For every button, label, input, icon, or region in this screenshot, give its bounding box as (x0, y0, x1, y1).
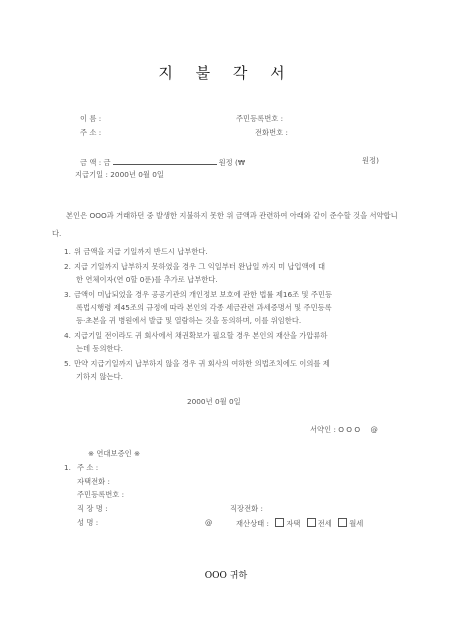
amount-label: 금 액 : 금 (80, 158, 111, 167)
clause-item: 5. 만약 지급기일까지 납부하지 않을 경우 귀 회사의 여하한 의법조치에도 이의를 제 기하지 않는다. (64, 359, 330, 381)
checkbox-own-home[interactable] (275, 518, 284, 527)
clause-item: 4. 지급기일 전이라도 귀 회사에서 채권확보가 필요할 경우 본인의 재산을 가압류하 는데 동의한다. (64, 331, 328, 353)
guarantor-resident-no-label: 주민등록번호 : (77, 490, 125, 499)
guarantor-heading: ※ 연대보증인 ※ (88, 449, 141, 458)
guarantor-number: 1. (64, 463, 71, 472)
property-status-label: 재산상태 : (236, 519, 269, 528)
guarantor-home-phone-label: 자택전화 : (77, 477, 110, 486)
clause-list (64, 247, 404, 382)
name-label: 이 름 : (80, 114, 102, 123)
intro-text: 본인은 OOO과 거래하던 중 발생한 지불하지 못한 위 금액과 관련하여 아래와 같이 준수할 것을 서약합니다. (52, 211, 398, 238)
signature-line (310, 425, 378, 435)
guarantor-seal-mark: @ (205, 518, 213, 527)
phone-label: 전화번호 : (255, 128, 288, 137)
clause-item: 3. 금액이 미납되었을 경우 공공기관의 개인정보 보호에 관한 법률 제16조 및 주민등 록법시행령 제45조의 규정에 따라 본인의 각종 세금관련 과세증명서 및 주민등록 등·초본을 귀 병원에서 발급 및 열람하는 것을 동의하며, 이를 위임한다. (64, 290, 333, 325)
guarantor-work-phone-label: 직장전화 : (230, 504, 263, 513)
recipient-footer: OOO 귀하 (204, 571, 248, 581)
amount-won-close: 원정) (362, 156, 379, 165)
intro-paragraph (52, 207, 402, 243)
document-title: 지 불 각 서 (158, 64, 294, 82)
checkbox-jeonse[interactable] (307, 518, 316, 527)
guarantor-name-label: 성 명 : (77, 518, 99, 527)
due-date: 지급기일 : 2000년 0월 0일 (75, 170, 164, 179)
signatory-label: 서약인 : O O O (310, 425, 361, 434)
guarantor-workplace-label: 직 장 명 : (77, 504, 108, 513)
seal-mark: @ (370, 425, 378, 434)
resident-no-label: 주민등록번호 : (236, 114, 284, 123)
checkbox-monthly-rent[interactable] (338, 518, 347, 527)
amount-won-text: 원정 (₩ (218, 158, 246, 167)
guarantor-address-label: 주 소 : (77, 463, 99, 472)
clause-item: 1. 위 금액을 지급 기일까지 반드시 납부한다. (64, 247, 208, 256)
clause-item: 2. 지급 기일까지 납부하지 못하였을 경우 그 익일부터 완납일 까지 미 납입액에 대 한 연체이자(연 0할 0푼)를 추가로 납부한다. (64, 262, 326, 284)
document-date: 2000년 0월 0일 (187, 397, 241, 406)
address-label: 주 소 : (80, 128, 102, 137)
amount-blank-line (113, 156, 217, 165)
property-status: 재산상태 : 자택 전세 월세 (236, 519, 364, 528)
amount-row (80, 156, 245, 168)
